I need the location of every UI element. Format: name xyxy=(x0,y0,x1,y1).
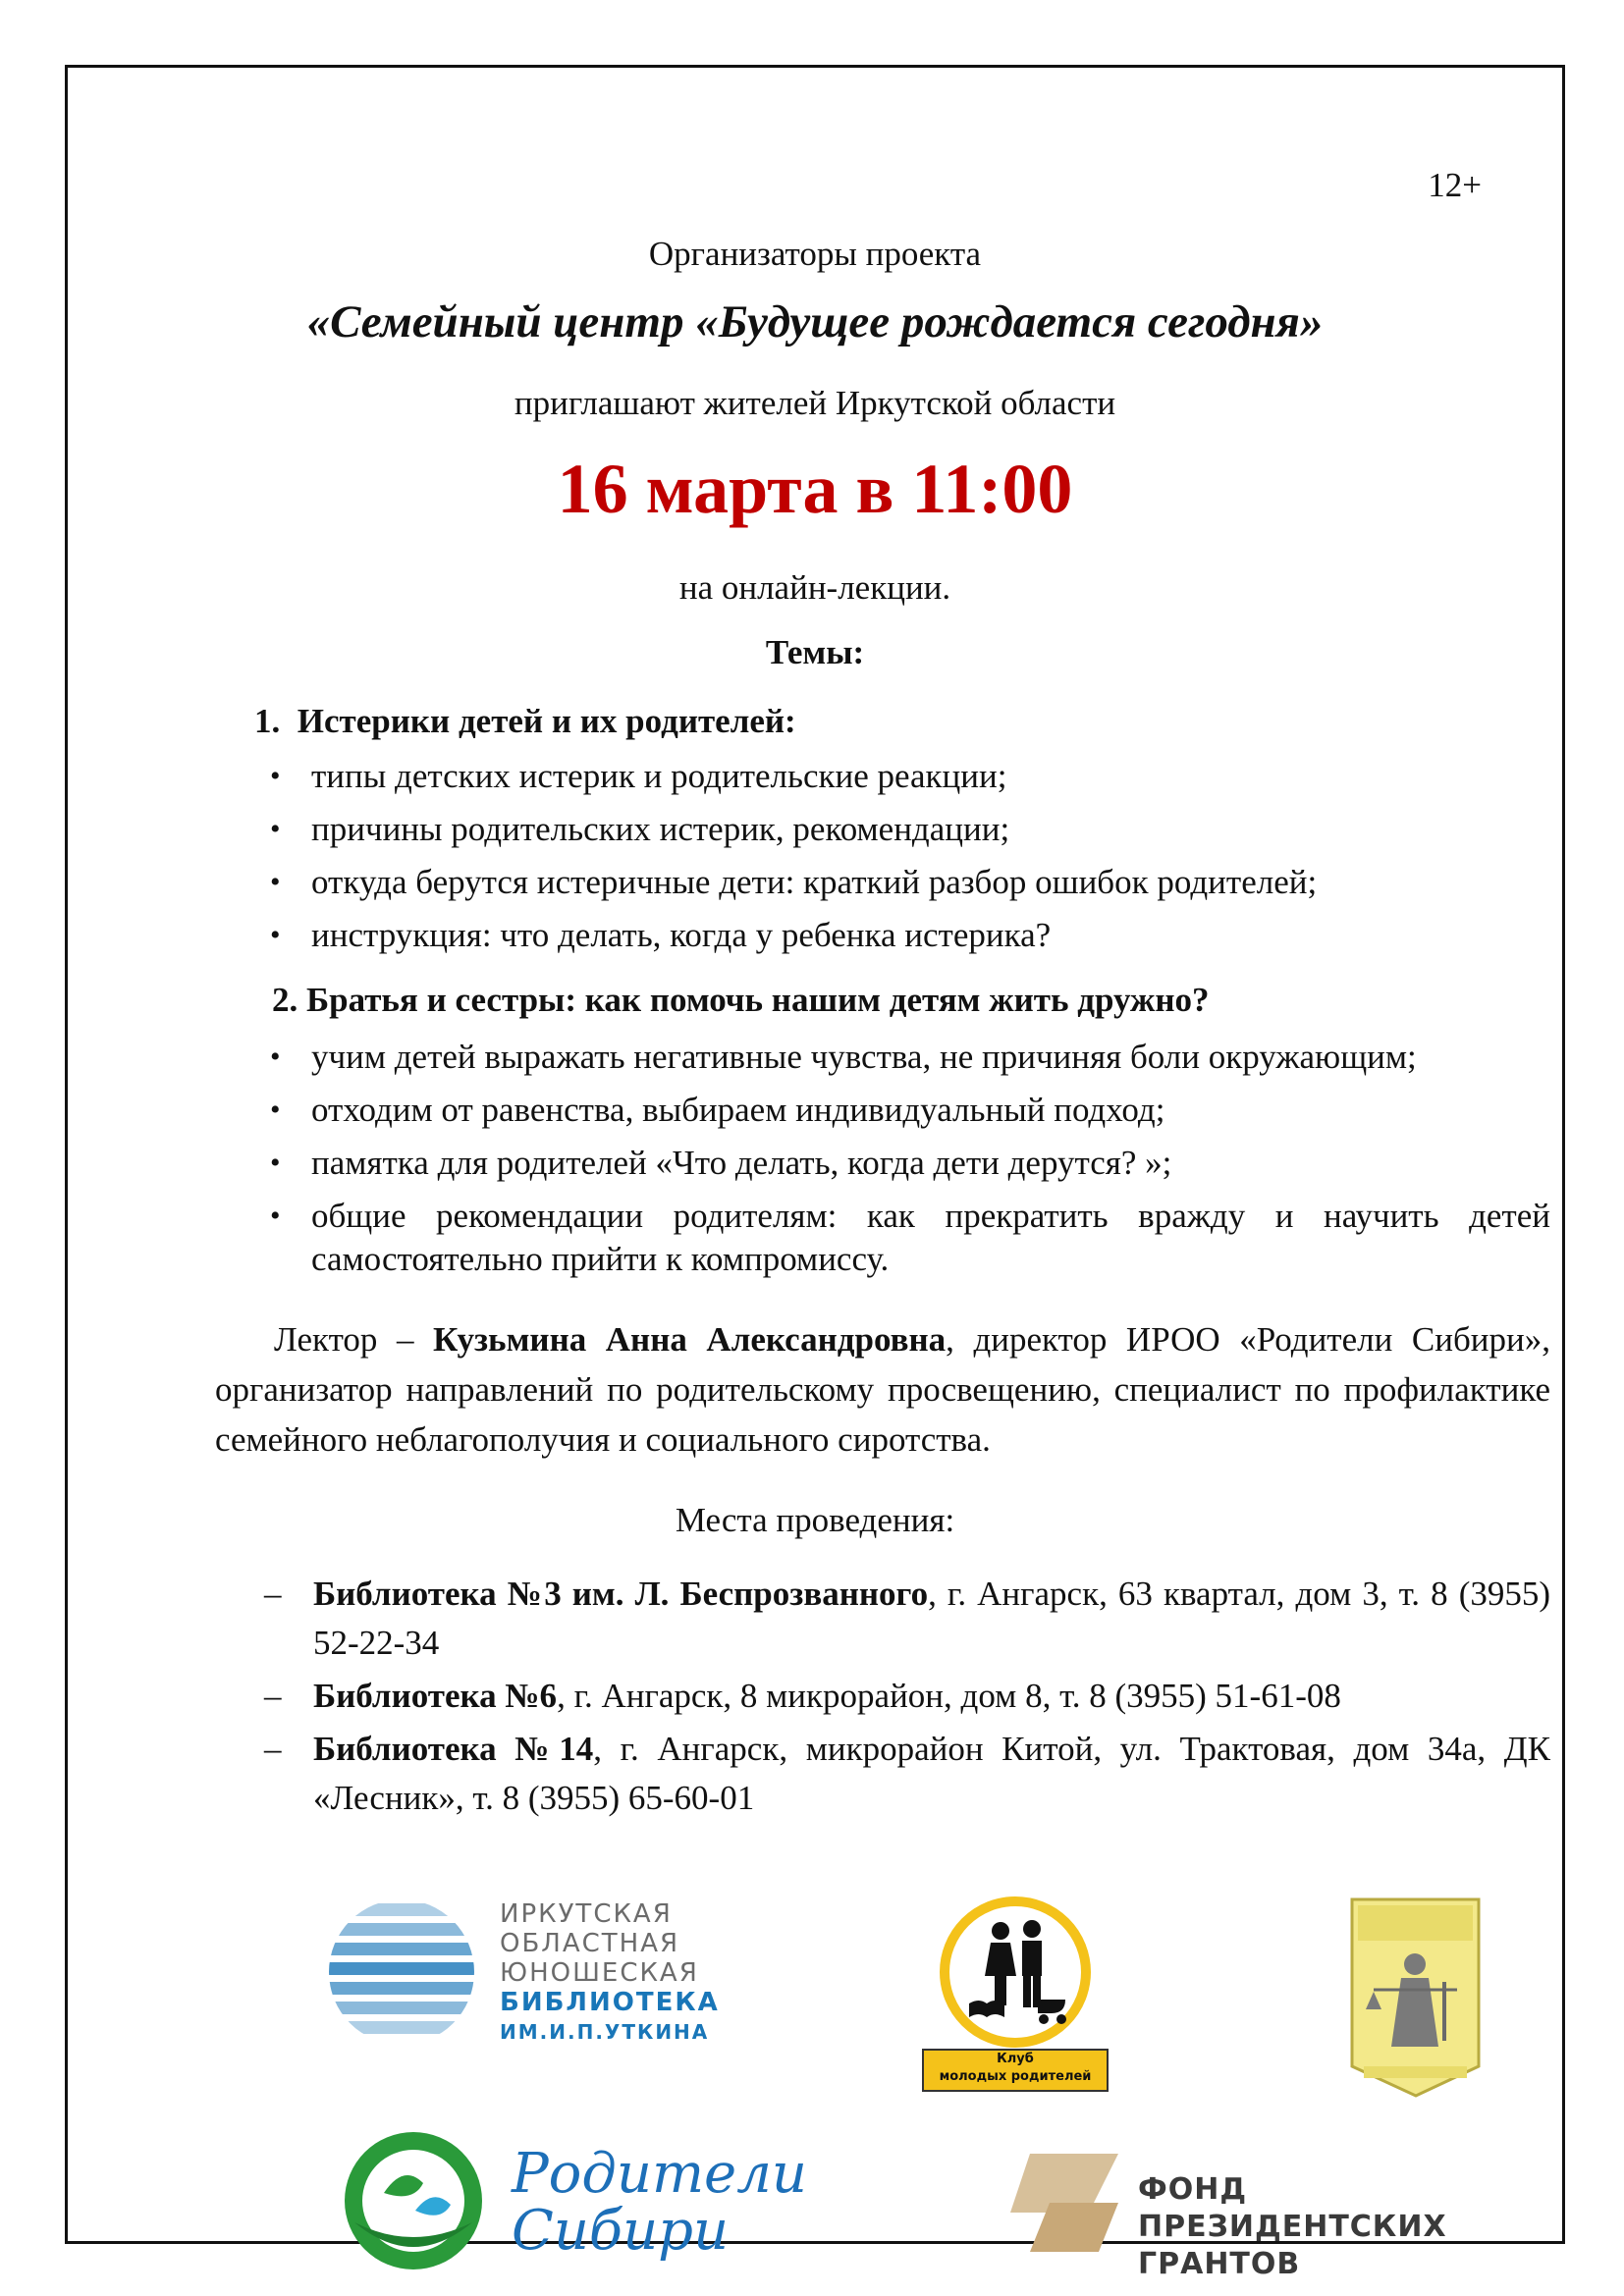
commission-emblem xyxy=(1344,1894,1487,2100)
list-item: • причины родительских истерик, рекомендации; xyxy=(264,808,1550,851)
dash-icon: – xyxy=(264,1575,282,1613)
topic1-title-text: Истерики детей и их родителей: xyxy=(297,702,796,740)
fund-mark-icon xyxy=(1010,2134,1128,2271)
lecturer-paragraph: Лектор – Кузьмина Анна Александровна, директор ИРОО «Родители Сибири», организатор направлений по родительскому просвещению, специалист по профилактике семейного неблагополучия и социального сиротства. xyxy=(215,1320,1550,1459)
list-item: – Библиотека №3 им. Л. Беспрозванного, г. Ангарск, 63 квартал, дом 3, т. 8 (3955) 52-22-34 xyxy=(264,1570,1550,1668)
birds-nest-icon xyxy=(325,2124,512,2276)
topic2-title xyxy=(272,981,1210,1020)
bullet-icon: • xyxy=(270,1200,281,1232)
lecturer-name: Кузьмина Анна Александровна xyxy=(432,1320,947,1359)
list-item: – Библиотека №14, г. Ангарск, микрорайон Китой, ул. Трактовая, дом 34а, ДК «Лесник», т. 8 (3955) 65-60-01 xyxy=(264,1725,1550,1823)
invite-line: приглашают жителей Иркутской области xyxy=(514,384,1116,422)
organizers-line: Организаторы проекта xyxy=(648,235,982,273)
topic2-list xyxy=(264,1036,1550,1291)
age-rating: 12+ xyxy=(1428,166,1482,204)
list-item: • инструкция: что делать, когда у ребенка истерика? xyxy=(264,914,1550,957)
list-item: • типы детских истерик и родительские реакции; xyxy=(264,755,1550,798)
list-item: • отходим от равенства, выбираем индивидуальный подход; xyxy=(264,1089,1550,1132)
topic1-number: 1. xyxy=(254,702,281,740)
list-item: • откуда берутся истеричные дети: краткий разбор ошибок родителей; xyxy=(264,861,1550,904)
list-item: • памятка для родителей «Что делать, когда дети дерутся? »; xyxy=(264,1142,1550,1185)
bullet-icon: • xyxy=(270,1094,281,1126)
family-icon xyxy=(912,1894,1118,2060)
themis-icon xyxy=(1344,1894,1487,2100)
bullet-icon: • xyxy=(270,919,281,951)
bullet-icon: • xyxy=(270,1147,281,1179)
bullet-icon: • xyxy=(270,813,281,845)
project-title: «Семейный центр «Будущее рождается сегодня» xyxy=(306,296,1324,347)
list-item: • учим детей выражать негативные чувства, не причиняя боли окружающим; xyxy=(264,1036,1550,1079)
bullet-icon: • xyxy=(270,760,281,792)
page-frame xyxy=(65,65,1565,2281)
topics-heading: Темы: xyxy=(765,633,865,671)
event-date: 16 марта в 11:00 xyxy=(557,450,1073,528)
presidential-grants-fund-logo: ФОНД ПРЕЗИДЕНТСКИХ ГРАНТОВ xyxy=(1010,2134,1442,2271)
event-format: на онлайн-лекции. xyxy=(678,568,951,607)
parents-of-siberia-logo: Родители Сибири xyxy=(325,2124,786,2276)
bullet-icon: • xyxy=(270,866,281,898)
venues-heading: Места проведения: xyxy=(675,1501,955,1539)
dash-icon: – xyxy=(264,1730,282,1768)
topic2-title-text: Братья и сестры: как помочь нашим детям жить дружно? xyxy=(306,981,1210,1019)
library-wave-icon xyxy=(313,1894,490,2051)
library-logo: ИРКУТСКАЯ ОБЛАСТНАЯ ЮНОШЕСКАЯ БИБЛИОТЕКА ИМ.И.П.УТКИНА xyxy=(313,1894,745,2051)
club-logo: Клуб молодых родителей xyxy=(912,1894,1118,2100)
bullet-icon: • xyxy=(270,1041,281,1073)
topic1-title xyxy=(254,702,796,741)
list-item: – Библиотека №6, г. Ангарск, 8 микрорайон, дом 8, т. 8 (3955) 51-61-08 xyxy=(264,1672,1550,1721)
topic2-number: 2. xyxy=(272,981,298,1019)
topic1-list xyxy=(264,755,1550,967)
venues-list xyxy=(264,1570,1550,1827)
list-item: • общие рекомендации родителям: как прекратить вражду и научить детей самостоятельно прийти к компромиссу. xyxy=(270,1197,1550,1278)
dash-icon: – xyxy=(264,1677,282,1715)
